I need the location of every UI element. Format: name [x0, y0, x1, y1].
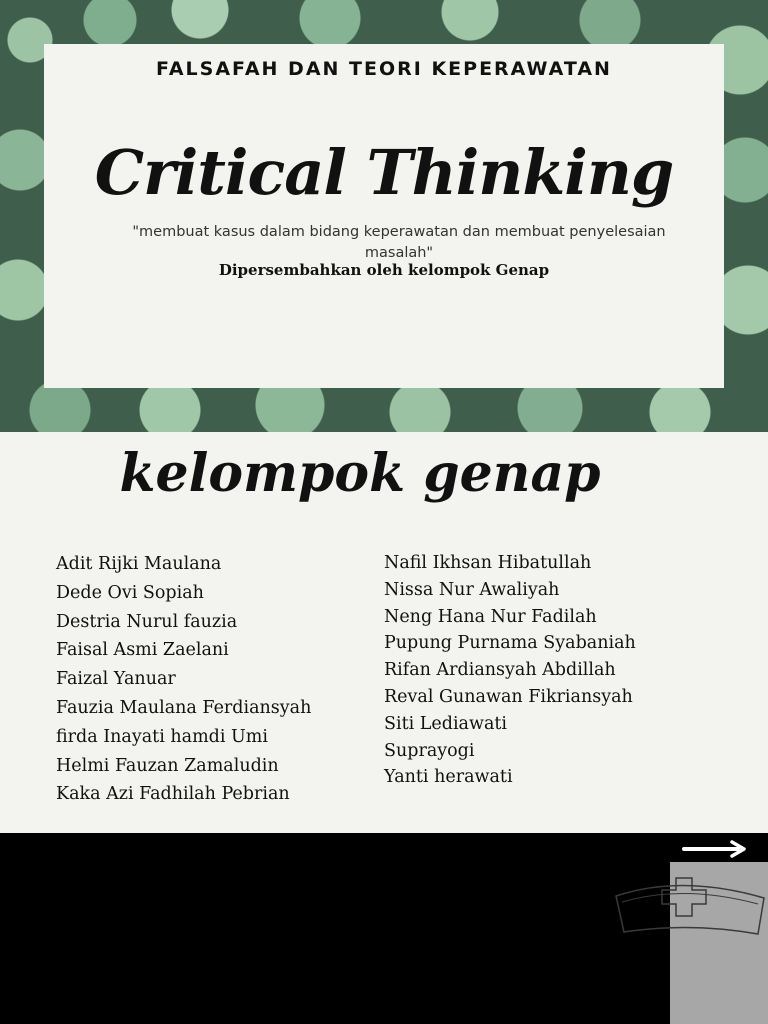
list-item: Neng Hana Nur Fadilah: [384, 606, 597, 627]
list-item: Nafil Ikhsan Hibatullah: [384, 553, 592, 573]
list-item: Siti Lediawati: [384, 713, 508, 734]
list-item: Pupung Purnama Syabaniah: [384, 633, 636, 654]
tagline: "membuat kasus dalam bidang keperawatan dan membuat penyelesaian masalah": [132, 224, 666, 261]
list-item: Faizal Yanuar: [56, 669, 176, 690]
presented-by: Dipersembahkan oleh kelompok Genap: [218, 261, 550, 279]
list-item: Faisal Asmi Zaelani: [56, 640, 229, 661]
course-subject: FALSAFAH DAN TEORI KEPERAWATAN: [156, 58, 612, 80]
nurse-cap-icon: [612, 868, 768, 940]
group-heading: kelompok genap: [119, 443, 601, 504]
list-item: Dede Ovi Sopiah: [56, 582, 204, 603]
list-item: firda Inayati hamdi Umi: [56, 726, 268, 747]
list-item: Nissa Nur Awaliyah: [384, 579, 560, 600]
list-item: Reval Gunawan Fikriansyah: [384, 686, 633, 707]
list-item: Kaka Azi Fadhilah Pebrian: [56, 784, 290, 805]
list-item: Fauzia Maulana Ferdiansyah: [56, 697, 312, 718]
list-item: Destria Nurul fauzia: [56, 611, 238, 632]
list-item: Rifan Ardiansyah Abdillah: [384, 660, 616, 681]
member-list-right: [384, 550, 636, 791]
list-item: Yanti herawati: [384, 767, 513, 788]
member-list-left: [56, 550, 311, 809]
page-title: Critical Thinking: [94, 136, 674, 209]
list-item: Adit Rijki Maulana: [56, 554, 222, 574]
right-arrow-icon[interactable]: [682, 838, 748, 860]
title-card: [44, 44, 724, 388]
list-item: Suprayogi: [384, 740, 475, 761]
list-item: Helmi Fauzan Zamaludin: [56, 755, 279, 776]
